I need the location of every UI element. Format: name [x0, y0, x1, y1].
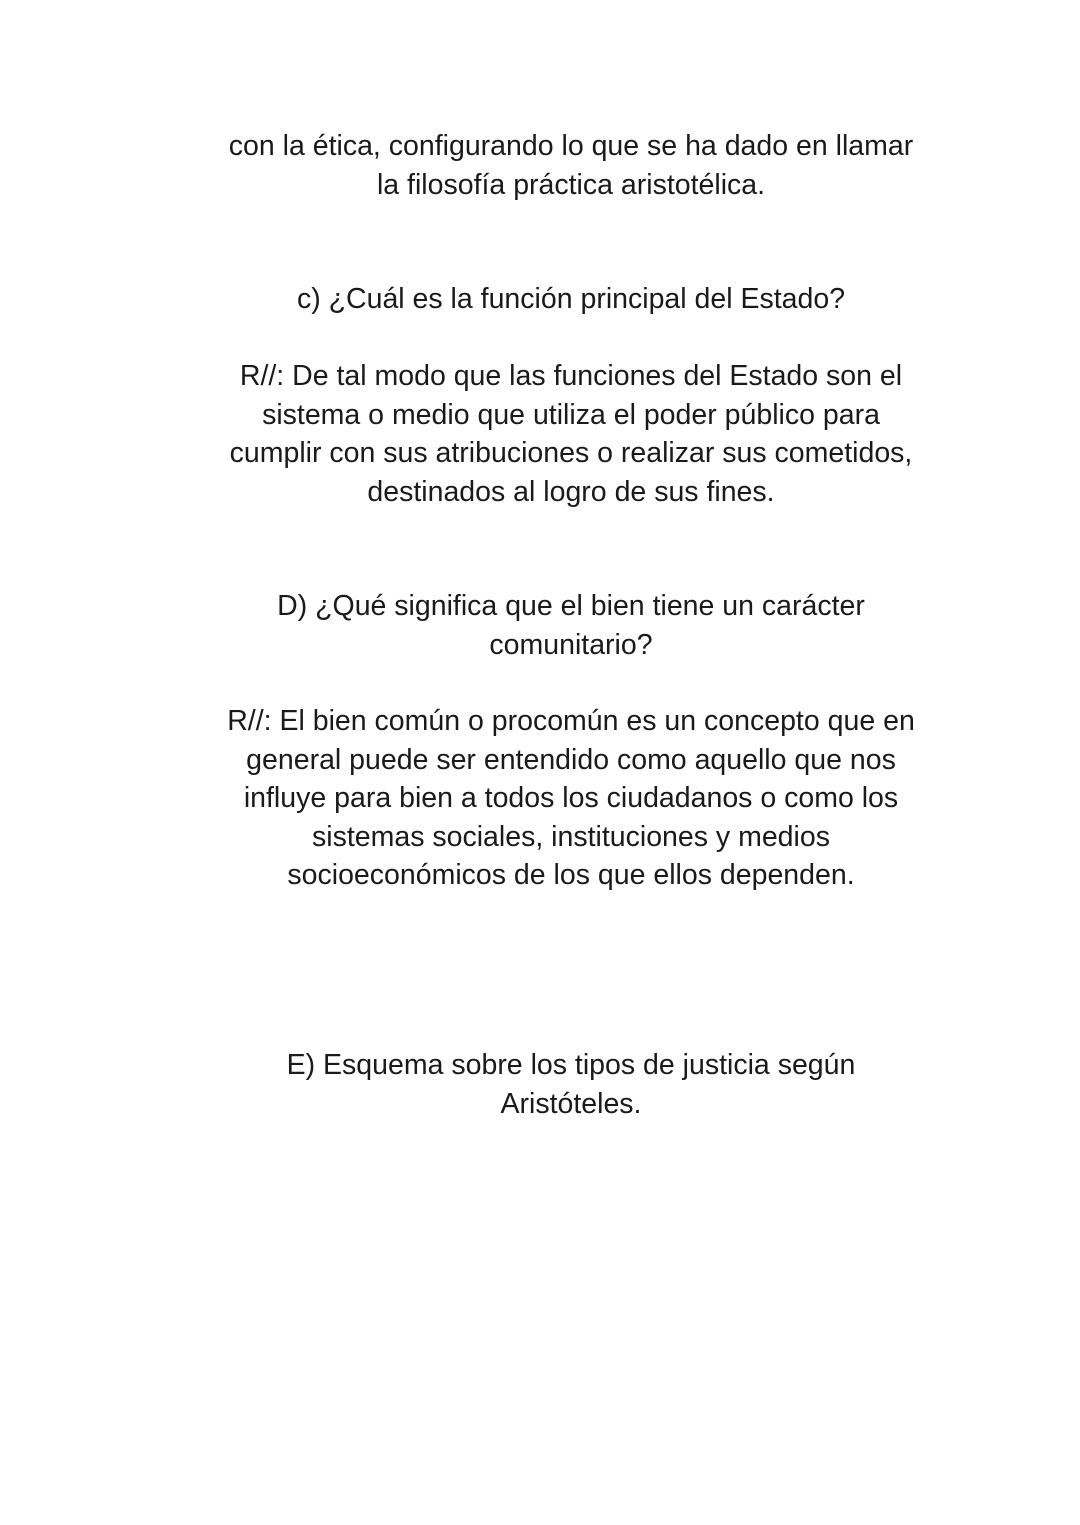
answer-line: destinados al logro de sus fines.	[367, 475, 775, 508]
question-c	[0, 280, 1080, 319]
text-line: la filosofía práctica aristotélica.	[376, 168, 766, 201]
answer-line: R//: De tal modo que las funciones del Estado son el	[239, 360, 903, 392]
text-line: con la ética, configurando lo que se ha dado en llamar	[228, 130, 914, 162]
question-line: D) ¿Qué significa que el bien tiene un carácter	[277, 590, 865, 622]
question-line: E) Esquema sobre los tipos de justicia según	[286, 1049, 856, 1081]
question-line: comunitario?	[489, 628, 653, 661]
answer-line: sistema o medio que utiliza el poder público para	[262, 398, 880, 431]
answer-line: R//: El bien común o procomún es un concepto que en	[227, 705, 915, 737]
answer-d	[0, 702, 1080, 895]
question-d	[0, 587, 1080, 664]
question-e	[0, 1046, 1080, 1123]
answer-line: influye para bien a todos los ciudadanos o como los	[243, 782, 899, 814]
answer-line: socioeconómicos de los que ellos dependen.	[287, 859, 855, 891]
answer-line: general puede ser entendido como aquello que nos	[246, 743, 896, 776]
question-line: c) ¿Cuál es la función principal del Estado?	[296, 283, 846, 315]
answer-line: cumplir con sus atribuciones o realizar sus cometidos,	[229, 437, 913, 469]
answer-line: sistemas sociales, instituciones y medios	[312, 820, 830, 853]
continuation-paragraph	[0, 127, 1080, 204]
answer-c	[0, 357, 1080, 511]
question-line: Aristóteles.	[500, 1087, 642, 1120]
